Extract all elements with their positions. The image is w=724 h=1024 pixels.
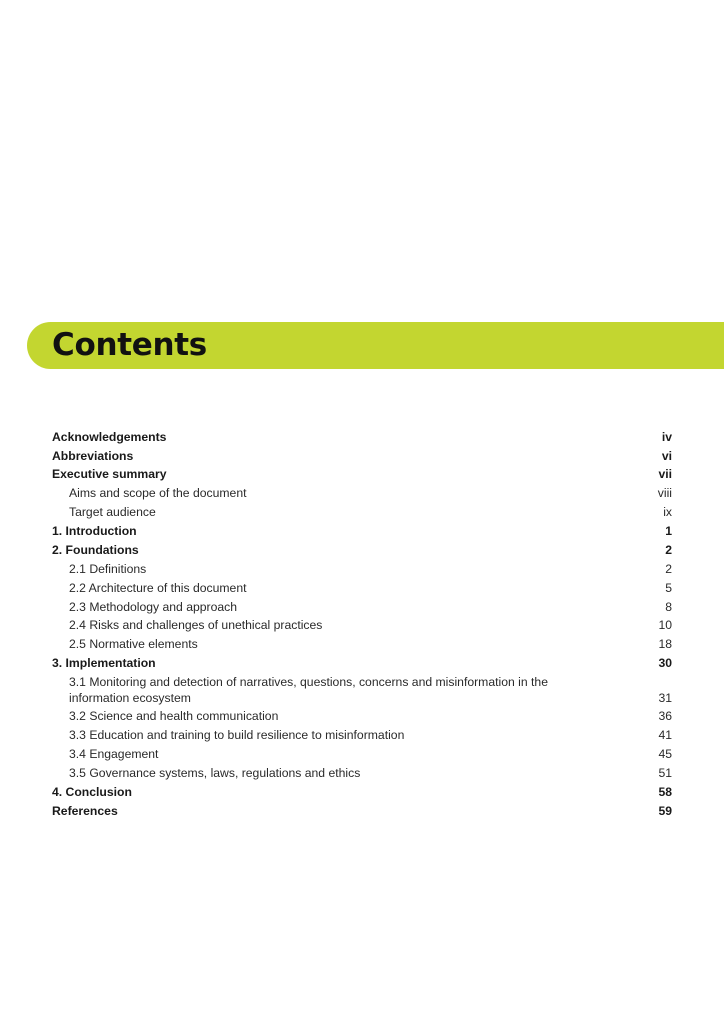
toc-entry[interactable] — [52, 485, 672, 504]
toc-entry-title: 3.1 Monitoring and detection of narratives, questions, concerns and misinformation in the information ecosystem — [69, 675, 548, 705]
toc-entry[interactable] — [52, 428, 672, 447]
toc-entry-page-number: 10 — [658, 618, 672, 633]
toc-entry-title: 1. Introduction — [52, 524, 137, 539]
toc-entry-page-number: vi — [661, 448, 672, 463]
toc-entry[interactable] — [52, 636, 672, 655]
toc-entry-title: Abbreviations — [52, 448, 134, 463]
toc-entry-page-number: 18 — [658, 637, 672, 652]
page-title: Contents — [52, 327, 207, 363]
toc-entry-title: 2.2 Architecture of this document — [69, 580, 247, 595]
toc-entry-title: Acknowledgements — [52, 429, 167, 444]
toc-entry-page-number: viii — [657, 486, 672, 501]
toc-entry-page-number: 31 — [658, 690, 672, 705]
toc-entry-title: 3.5 Governance systems, laws, regulations and ethics — [69, 766, 361, 781]
toc-entry[interactable] — [52, 522, 672, 541]
toc-entry[interactable] — [52, 466, 672, 485]
toc-entry[interactable] — [52, 727, 672, 746]
toc-entry[interactable] — [52, 579, 672, 598]
toc-entry[interactable] — [52, 447, 672, 466]
toc-entry-title: 3. Implementation — [52, 656, 156, 671]
toc-entry-title: 2. Foundations — [52, 542, 139, 557]
toc-entry[interactable] — [52, 560, 672, 579]
toc-entry-title: 2.3 Methodology and approach — [69, 599, 238, 614]
toc-entry-page-number: 30 — [658, 656, 672, 671]
toc-entry[interactable] — [52, 764, 672, 783]
toc-entry[interactable] — [52, 598, 672, 617]
toc-entry-page-number: 58 — [658, 784, 672, 799]
toc-entry[interactable] — [52, 783, 672, 802]
toc-entry-page-number: 59 — [658, 803, 672, 818]
toc-entry-page-number: 2 — [665, 561, 672, 576]
toc-entry-title: 2.1 Definitions — [69, 561, 147, 576]
toc-entry-title: 3.2 Science and health communication — [69, 709, 279, 724]
toc-entry-page-number: ix — [663, 505, 672, 520]
toc-entry[interactable] — [52, 541, 672, 560]
toc-entry[interactable] — [52, 802, 672, 821]
toc-entry-title: Target audience — [69, 505, 156, 520]
toc-entry-title: 4. Conclusion — [52, 784, 132, 799]
toc-entry-title: Executive summary — [52, 467, 167, 482]
toc-entry-page-number: vii — [658, 467, 672, 482]
toc-entry-page-number: 36 — [658, 709, 672, 724]
toc-entry[interactable] — [52, 673, 672, 707]
toc-entry-title: References — [52, 803, 118, 818]
toc-entry-title: 3.4 Engagement — [69, 747, 159, 762]
toc-entry-page-number: 45 — [658, 747, 672, 762]
toc-entry[interactable] — [52, 504, 672, 523]
toc-entry[interactable] — [52, 617, 672, 636]
toc-entry-page-number: 1 — [665, 524, 672, 539]
toc-entry[interactable] — [52, 708, 672, 727]
toc-entry-title: Aims and scope of the document — [69, 486, 247, 501]
toc-entry-page-number: iv — [661, 429, 672, 444]
toc-entry-title: 3.3 Education and training to build resilience to misinformation — [69, 728, 405, 743]
toc-entry-title: 2.4 Risks and challenges of unethical practices — [69, 618, 323, 633]
toc-entry-title: 2.5 Normative elements — [69, 637, 198, 652]
toc-entry-page-number: 8 — [665, 599, 672, 614]
toc-entry-page-number: 41 — [658, 728, 672, 743]
toc-entry-page-number: 51 — [658, 766, 672, 781]
toc-entry-page-number: 5 — [665, 580, 672, 595]
contents-banner — [27, 322, 724, 369]
toc-entry-page-number: 2 — [665, 542, 672, 557]
toc-entry[interactable] — [52, 655, 672, 674]
toc-entry[interactable] — [52, 746, 672, 765]
table-of-contents — [52, 428, 672, 821]
